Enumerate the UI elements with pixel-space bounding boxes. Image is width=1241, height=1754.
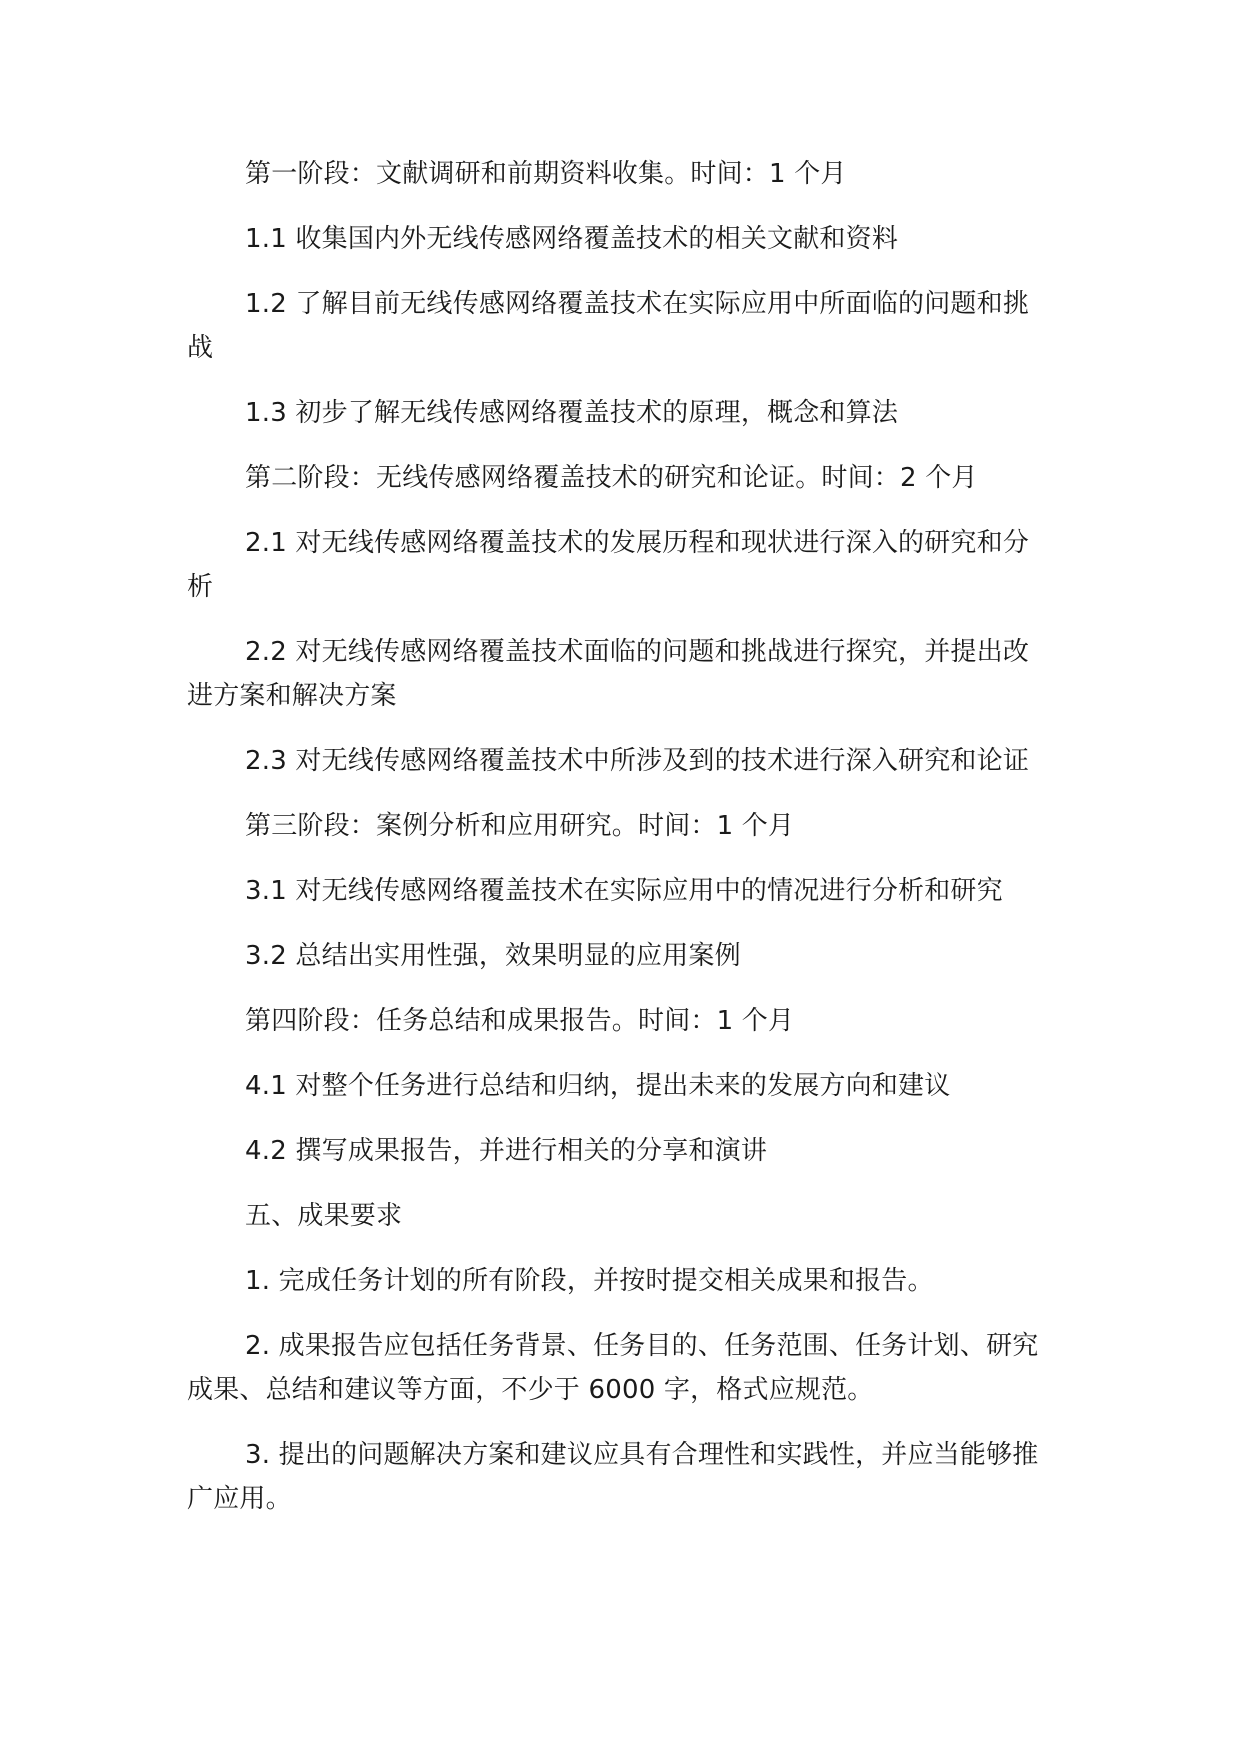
phase-1-heading: 第一阶段：文献调研和前期资料收集。时间：1 个月 <box>245 159 847 189</box>
requirement-3: 3. 提出的问题解决方案和建议应具有合理性和实践性，并应当能够推广应用。 <box>187 1440 1039 1514</box>
item-4-1: 4.1 对整个任务进行总结和归纳，提出未来的发展方向和建议 <box>245 1071 951 1101</box>
item-1-2: 1.2 了解目前无线传感网络覆盖技术在实际应用中所面临的问题和挑战 <box>187 289 1030 363</box>
item-3-1: 3.1 对无线传感网络覆盖技术在实际应用中的情况进行分析和研究 <box>245 876 1003 906</box>
phase-4-heading: 第四阶段：任务总结和成果报告。时间：1 个月 <box>245 1006 795 1036</box>
phase-2-heading: 第二阶段：无线传感网络覆盖技术的研究和论证。时间：2 个月 <box>245 463 978 493</box>
item-4-2: 4.2 撰写成果报告，并进行相关的分享和演讲 <box>245 1136 768 1166</box>
document-body <box>187 152 1055 1542</box>
item-1-3: 1.3 初步了解无线传感网络覆盖技术的原理，概念和算法 <box>245 398 899 428</box>
item-2-2: 2.2 对无线传感网络覆盖技术面临的问题和挑战进行探究，并提出改进方案和解决方案 <box>187 637 1030 711</box>
section-5-heading: 五、成果要求 <box>245 1201 403 1231</box>
item-1-1: 1.1 收集国内外无线传感网络覆盖技术的相关文献和资料 <box>245 224 899 254</box>
item-2-3: 2.3 对无线传感网络覆盖技术中所涉及到的技术进行深入研究和论证 <box>245 746 1030 776</box>
requirement-2: 2. 成果报告应包括任务背景、任务目的、任务范围、任务计划、研究成果、总结和建议等方面，不少于 6000 字，格式应规范。 <box>187 1331 1039 1405</box>
item-2-1: 2.1 对无线传感网络覆盖技术的发展历程和现状进行深入的研究和分析 <box>187 528 1030 602</box>
phase-3-heading: 第三阶段：案例分析和应用研究。时间：1 个月 <box>245 811 795 841</box>
requirement-1: 1. 完成任务计划的所有阶段，并按时提交相关成果和报告。 <box>245 1266 934 1296</box>
item-3-2: 3.2 总结出实用性强，效果明显的应用案例 <box>245 941 741 971</box>
